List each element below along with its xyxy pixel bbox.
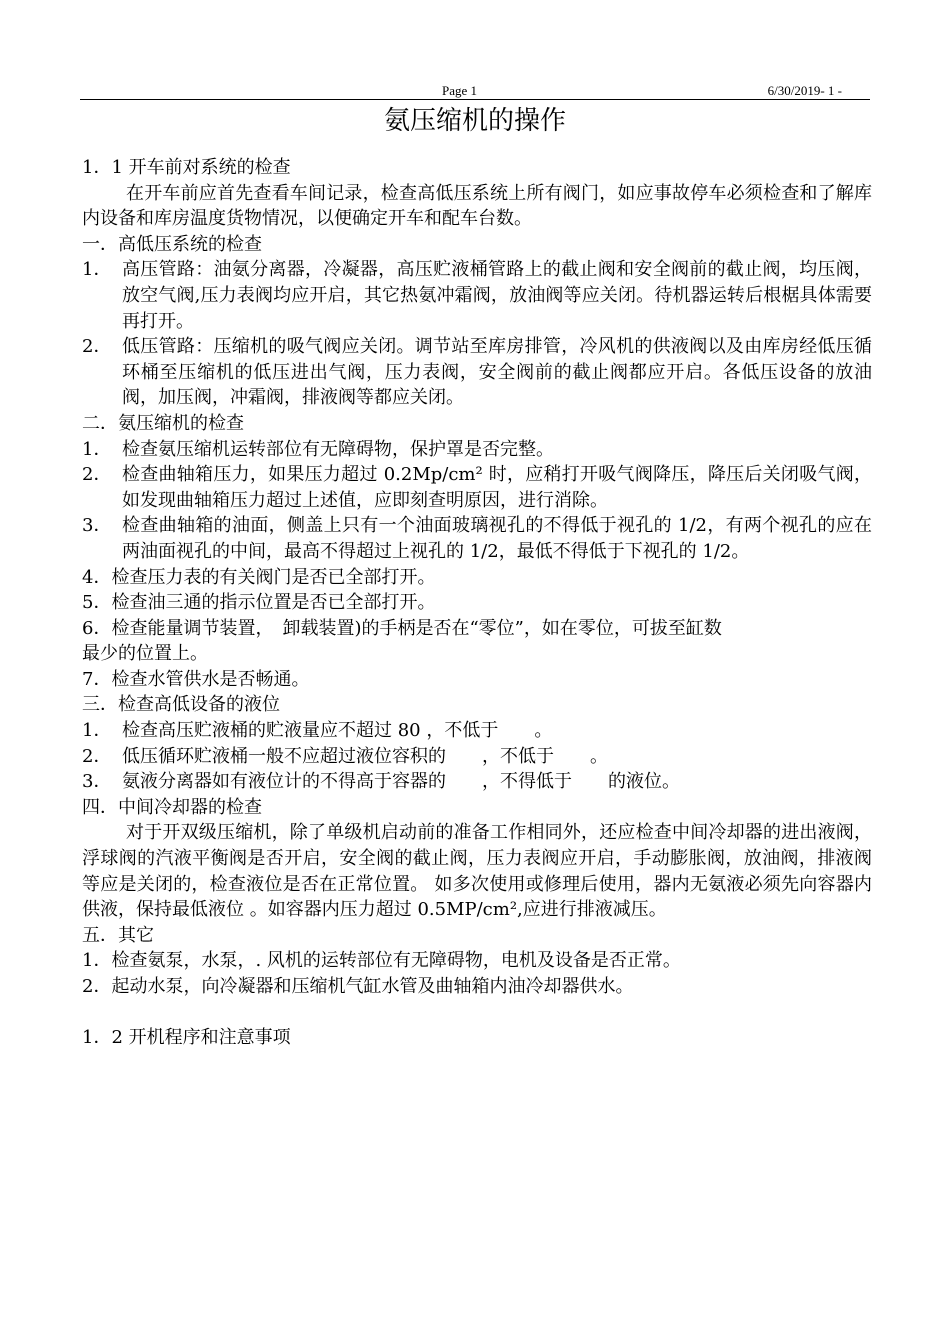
item-number: 3．	[82, 771, 112, 793]
blank-line	[82, 1000, 872, 1026]
intro-paragraph: 在开车前应首先查看车间记录，检查高低压系统上所有阀门，如应事故停车必须检查和了解库内设备和库房温度货物情况，以便确定开车和配车台数。	[82, 182, 872, 230]
item-text: 检查高压贮液桶的贮液量应不超过 80 ，不低于 。	[122, 720, 553, 742]
item-number: 1．	[82, 259, 112, 281]
section-heading-1-2: 1．2 开机程序和注意事项	[82, 1027, 291, 1049]
section-heading-1-1: 1．1 开车前对系统的检查	[82, 157, 291, 178]
list-item	[82, 513, 872, 564]
list-line: 2．起动水泵，向冷凝器和压缩机气缸水管及曲轴箱内油冷却器供水。	[82, 976, 634, 997]
page-number: Page 1	[442, 83, 478, 98]
list-item	[82, 462, 872, 513]
list-item	[82, 437, 872, 463]
item-number: 1．	[82, 720, 112, 742]
list-line: 7．检查水管供水是否畅通。	[82, 668, 310, 690]
document-title: 氨压缩机的操作	[383, 106, 566, 136]
subsection-heading-4: 四．中间冷却器的检查	[82, 796, 262, 818]
item-text: 氨液分离器如有液位计的不得高于容器的 ，不得低于 的液位。	[122, 771, 680, 793]
item-text: 检查曲轴箱的油面，侧盖上只有一个油面玻璃视孔的不得低于视孔的 1/2，有两个视孔的应在两油面视孔的中间，最高不得超过上视孔的 1/2，最低不得低于下视孔的 1/2。	[122, 515, 872, 562]
item-number: 2．	[82, 336, 112, 358]
list-item	[82, 744, 872, 770]
subsection-heading-5: 五．其它	[82, 924, 154, 946]
list-line: 1．检查氨泵，水泵，. 风机的运转部位有无障碍物，电机及设备是否正常。	[82, 950, 681, 972]
subsection-heading-1: 一．高低压系统的检查	[82, 233, 262, 255]
subsection-heading-3: 三．检查高低设备的液位	[82, 694, 280, 716]
list-item	[82, 718, 872, 744]
intercooler-paragraph: 对于开双级压缩机，除了单级机启动前的准备工作相同外，还应检查中间冷却器的进出液阀，浮球阀的汽液平衡阀是否开启，安全阀的截止阀，压力表阀应开启，手动膨胀阀，放油阀，排液阀等应是关闭的，检查液位是否在正常位置。 如多次使用或修理后使用，器内无氨液必须先向容器内供液，保持最低液位 。如容器内压力超过 0.5MP/cm²,应进行排液减压。	[82, 822, 872, 921]
list-line: 6．检查能量调节装置， 卸载装置)的手柄是否在“零位”，如在零位，可拔至缸数最少的位置上。	[82, 617, 722, 665]
list-line: 4．检查压力表的有关阀门是否已全部打开。	[82, 566, 436, 588]
page-header	[80, 83, 870, 100]
item-text: 低压循环贮液桶一般不应超过液位容积的 ，不低于 。	[122, 745, 608, 767]
subsection-heading-2: 二．氨压缩机的检查	[82, 412, 244, 434]
item-number: 2．	[82, 745, 112, 767]
item-text: 检查氨压缩机运转部位有无障碍物，保护罩是否完整。	[122, 438, 554, 460]
document-body	[82, 155, 872, 1051]
item-number: 2．	[82, 464, 112, 486]
list-line: 5．检查油三通的指示位置是否已全部打开。	[82, 592, 436, 614]
list-item	[82, 257, 872, 334]
item-text: 低压管路：压缩机的吸气阀应关闭。调节站至库房排管，冷风机的供液阀以及由库房经低压循环桶至压缩机的低压进出气阀，压力表阀，安全阀前的截止阀都应开启。各低压设备的放油阀，加压阀，冲霜阀，排液阀等都应关闭。	[122, 336, 872, 409]
header-date: 6/30/2019- 1 -	[767, 83, 842, 98]
item-number: 3．	[82, 515, 112, 537]
list-item	[82, 334, 872, 411]
list-item	[82, 769, 872, 795]
item-number: 1．	[82, 438, 112, 460]
item-text: 检查曲轴箱压力，如果压力超过 0.2Mp/cm² 时，应稍打开吸气阀降压，降压后关闭吸气阀，如发现曲轴箱压力超过上述值，应即刻查明原因，进行消除。	[122, 464, 872, 511]
item-text: 高压管路：油氨分离器，冷凝器，高压贮液桶管路上的截止阀和安全阀前的截止阀，均压阀，放空气阀,压力表阀均应开启，其它热氨冲霜阀，放油阀等应关闭。待机器运转后根椐具体需要再打开。	[122, 259, 872, 332]
